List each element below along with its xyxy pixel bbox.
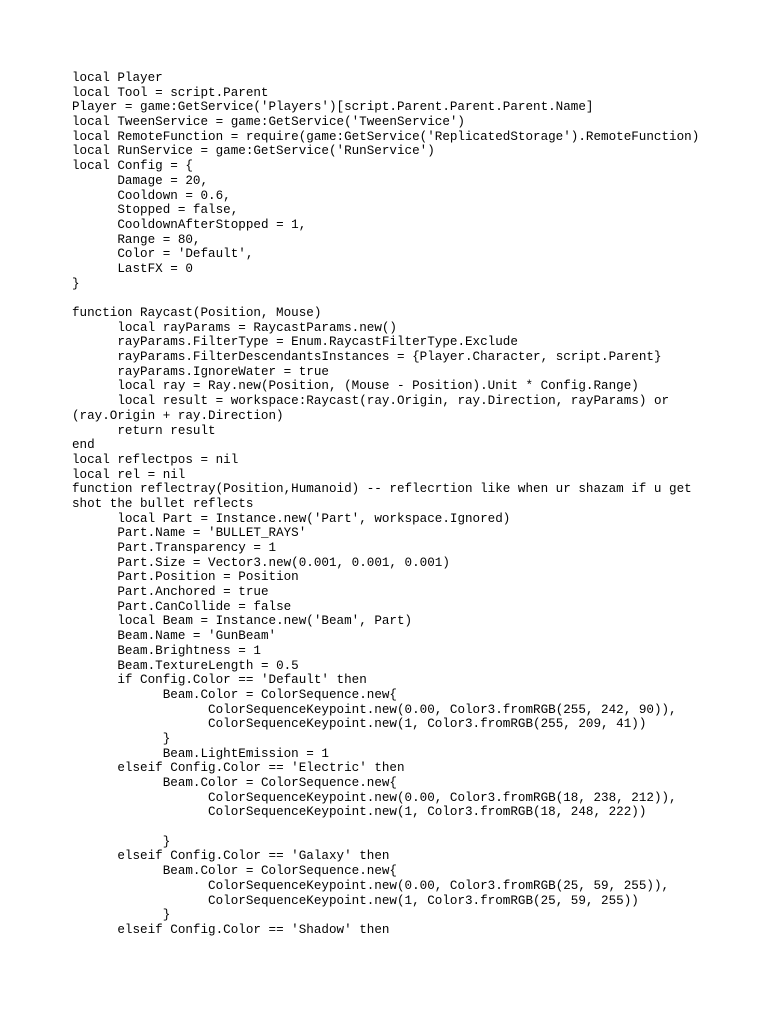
code-line: Part.Transparency = 1 xyxy=(72,541,277,555)
code-line: ColorSequenceKeypoint.new(1, Color3.fromRGB(25, 59, 255)) xyxy=(72,893,639,908)
code-line: Color = 'Default', xyxy=(72,247,254,262)
code-line: (ray.Origin + ray.Direction) xyxy=(72,408,284,423)
code-line: Beam.Brightness = 1 xyxy=(72,643,261,658)
code-line: end xyxy=(72,438,95,453)
code-line: rayParams.FilterType = Enum.RaycastFilterType.Exclude xyxy=(72,335,518,350)
code-line: local ray = Ray.new(Position, (Mouse - Position).Unit * Config.Range) xyxy=(72,379,639,394)
code-line: function reflectray(Position,Humanoid) -- reflecrtion like when ur shazam if u get xyxy=(72,482,692,497)
code-line: local Tool = script.Parent xyxy=(72,85,269,100)
code-line: local reflectpos = nil xyxy=(72,452,239,467)
code-line: Part.CanCollide = false xyxy=(72,599,292,614)
code-line: Part.Position = Position xyxy=(72,570,299,585)
code-line: ColorSequenceKeypoint.new(1, Color3.fromRGB(18, 248, 222)) xyxy=(72,805,647,820)
code-line: Beam.Color = ColorSequence.new{ xyxy=(72,864,397,879)
code-line: elseif Config.Color == 'Galaxy' then xyxy=(72,849,390,864)
code-line: Range = 80, xyxy=(72,232,201,247)
code-line: Beam.TextureLength = 0.5 xyxy=(72,658,299,673)
code-line: } xyxy=(72,276,80,291)
code-line: elseif Config.Color == 'Electric' then xyxy=(72,761,405,776)
code-line: if Config.Color == 'Default' then xyxy=(72,673,367,688)
code-line: Part.Anchored = true xyxy=(72,585,269,600)
code-line: shot the bullet reflects xyxy=(72,496,254,511)
code-line: return result xyxy=(72,423,216,438)
code-line: local Part = Instance.new('Part', workspace.Ignored) xyxy=(72,511,511,526)
code-line: Beam.Name = 'GunBeam' xyxy=(72,629,277,644)
code-line: ColorSequenceKeypoint.new(1, Color3.fromRGB(255, 209, 41)) xyxy=(72,717,647,732)
code-line: LastFX = 0 xyxy=(72,261,193,276)
code-line: Part.Name = 'BULLET_RAYS' xyxy=(72,526,307,541)
code-line: function Raycast(Position, Mouse) xyxy=(72,306,322,320)
code-line: local Player xyxy=(72,71,163,85)
code-line: Stopped = false, xyxy=(72,203,239,218)
code-line: local Config = { xyxy=(72,159,193,174)
code-line: Cooldown = 0.6, xyxy=(72,188,231,203)
code-line xyxy=(72,291,752,306)
code-line: ColorSequenceKeypoint.new(0.00, Color3.fromRGB(18, 238, 212)), xyxy=(72,790,677,805)
code-line: CooldownAfterStopped = 1, xyxy=(72,217,307,232)
code-line: } xyxy=(72,908,171,923)
code-line: local rayParams = RaycastParams.new() xyxy=(72,320,397,335)
code-line xyxy=(72,820,752,835)
code-line: local result = workspace:Raycast(ray.Origin, ray.Direction, rayParams) or xyxy=(72,394,670,409)
code-line: local RemoteFunction = require(game:GetService('ReplicatedStorage').RemoteFunction) xyxy=(72,129,700,144)
code-line: ColorSequenceKeypoint.new(0.00, Color3.fromRGB(25, 59, 255)), xyxy=(72,878,670,893)
code-line: ColorSequenceKeypoint.new(0.00, Color3.fromRGB(255, 242, 90)), xyxy=(72,702,677,717)
code-block xyxy=(72,71,752,938)
code-line: Damage = 20, xyxy=(72,173,209,188)
code-line: local rel = nil xyxy=(72,467,186,482)
code-line: elseif Config.Color == 'Shadow' then xyxy=(72,922,390,937)
code-line: Player = game:GetService('Players')[script.Parent.Parent.Parent.Name] xyxy=(72,100,594,115)
code-line: Part.Size = Vector3.new(0.001, 0.001, 0.001) xyxy=(72,555,450,570)
code-line: Beam.Color = ColorSequence.new{ xyxy=(72,687,397,702)
code-line: } xyxy=(72,731,171,746)
code-line: local RunService = game:GetService('RunService') xyxy=(72,144,435,159)
code-line: Beam.LightEmission = 1 xyxy=(72,746,329,761)
code-line: Beam.Color = ColorSequence.new{ xyxy=(72,776,397,790)
code-line: rayParams.IgnoreWater = true xyxy=(72,364,329,379)
code-line: local TweenService = game:GetService('TweenService') xyxy=(72,115,465,130)
code-line: } xyxy=(72,834,171,849)
code-line: rayParams.FilterDescendantsInstances = {Player.Character, script.Parent} xyxy=(72,350,662,365)
code-line: local Beam = Instance.new('Beam', Part) xyxy=(72,614,413,629)
